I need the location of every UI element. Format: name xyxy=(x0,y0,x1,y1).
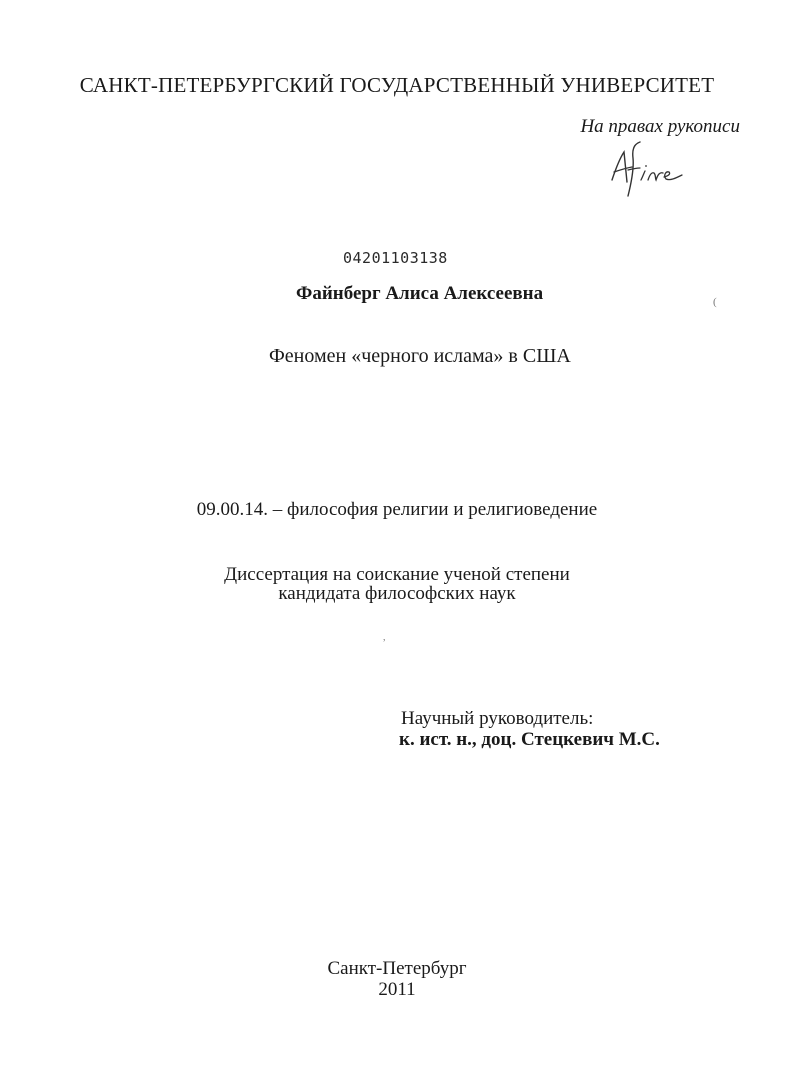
university-title: САНКТ-ПЕТЕРБУРГСКИЙ ГОСУДАРСТВЕННЫЙ УНИВЕРСИТЕТ xyxy=(79,73,715,97)
thesis-title: Феномен «черного ислама» в США xyxy=(269,345,571,367)
specialty-code: 09.00.14. – философия религии и религиоведение xyxy=(196,499,598,520)
manuscript-note: На правах рукописи xyxy=(580,116,740,137)
signature-drawing xyxy=(606,140,686,202)
supervisor-label: Научный руководитель: xyxy=(401,708,594,729)
stray-mark: , xyxy=(383,632,386,643)
degree-statement-line-1: Диссертация на соискание ученой степени xyxy=(224,564,570,585)
degree-statement-line-2: кандидата философских наук xyxy=(278,583,516,604)
year: 2011 xyxy=(378,979,416,1000)
supervisor-name: к. ист. н., доц. Стецкевич М.С. xyxy=(399,729,660,750)
city: Санкт-Петербург xyxy=(327,958,467,979)
handwritten-signature xyxy=(606,140,686,207)
author-name: Файнберг Алиса Алексеевна xyxy=(296,283,544,304)
registry-number: 04201103138 xyxy=(343,249,448,267)
stray-mark: ( xyxy=(713,296,717,308)
